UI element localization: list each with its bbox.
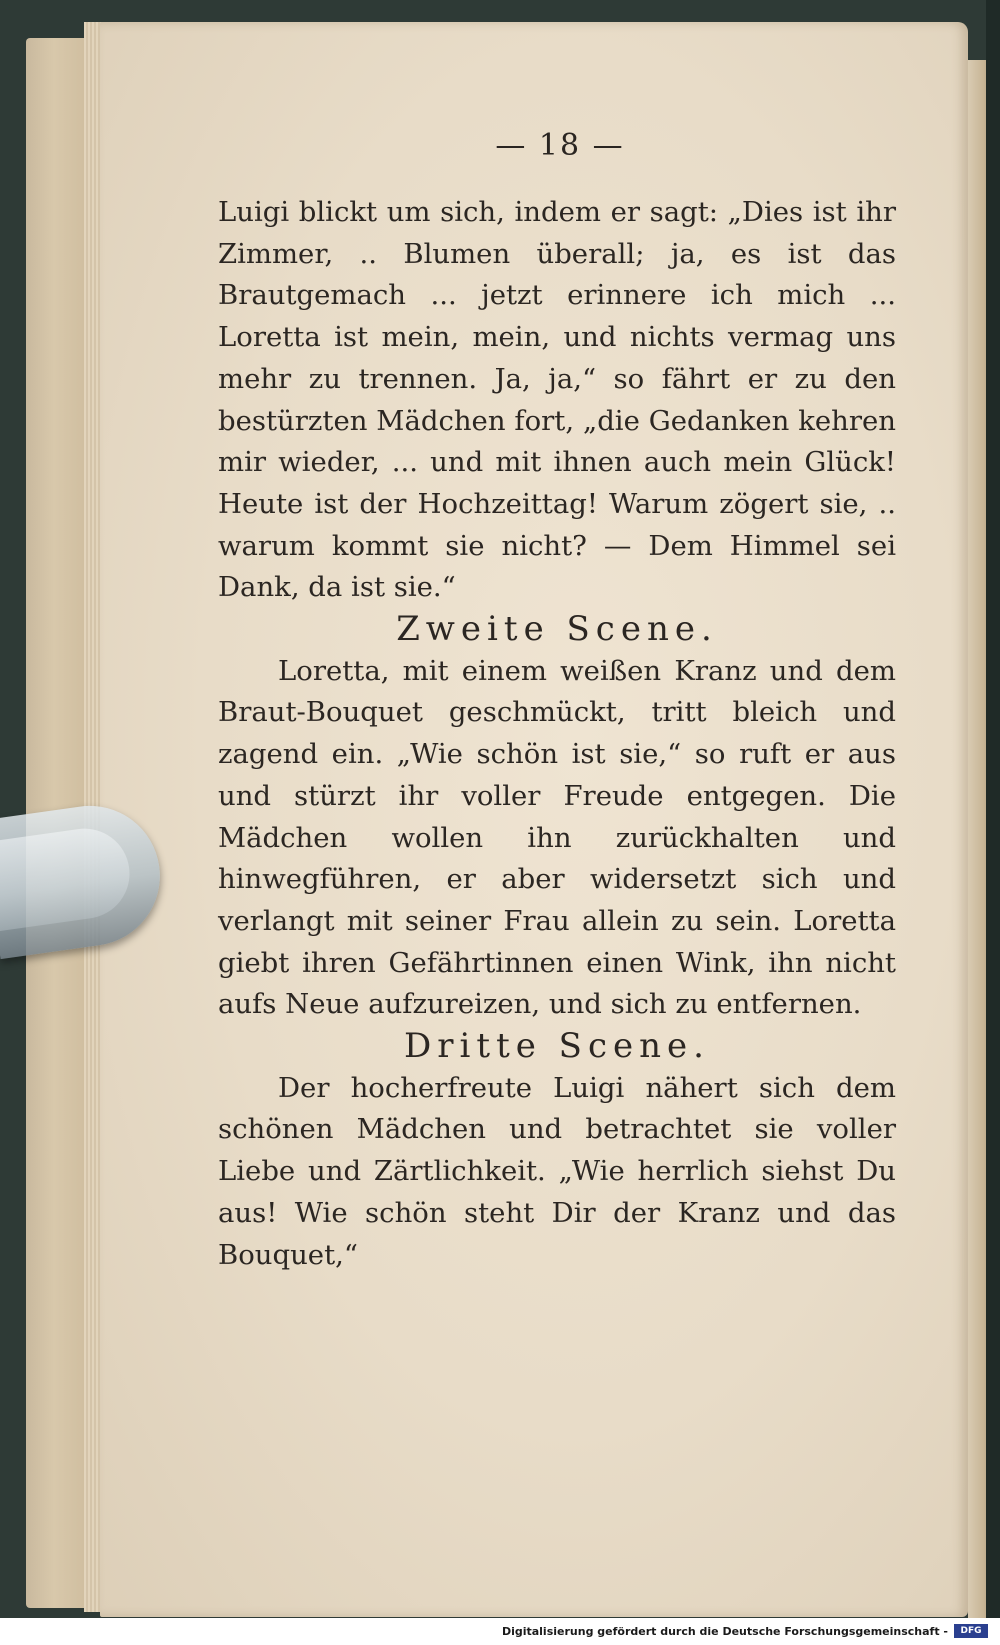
- page-number: — 18 —: [495, 128, 625, 163]
- scene-heading-3: Dritte Scene.: [404, 1026, 710, 1067]
- page-clip-highlight: [0, 823, 135, 932]
- paragraph-3: Der hocherfreute Luigi nähert sich dem schönen Mädchen und betrachtet sie voller Liebe und Zärtlichkeit. „Wie herrlich siehst Du aus! Wie schön steht Dir der Kranz und das Bouquet,“: [218, 1071, 896, 1271]
- paragraph-1: Luigi blickt um sich, indem er sagt: „Dies ist ihr Zimmer, .. Blumen überall; ja, es ist das Brautgemach ... jetzt erinnere ich mich ... Loretta ist mein, mein, und nichts vermag uns mehr zu trennen. Ja, ja,“ so fährt er zu den bestürzten Mädchen fort, „die Gedanken kehren mir wieder, ... und mit ihnen auch mein Glück! Heute ist der Hochzeittag! Warum zögert sie, .. warum kommt sie nicht? — Dem Himmel sei Dank, da ist sie.“: [218, 196, 896, 604]
- page-text: [218, 192, 896, 1276]
- book-binding: [986, 0, 1000, 1645]
- paragraph-2: Loretta, mit einem weißen Kranz und dem Braut-Bouquet geschmückt, tritt bleich und zagend ein. „Wie schön ist sie,“ so ruft er aus und stürzt ihr voller Freude entgegen. Die Mädchen wollen ihn zurückhalten und hinwegführen, er aber widersetzt sich und verlangt mit seiner Frau allein zu sein. Loretta giebt ihren Gefährtinnen einen Wink, ihn nicht aufs Neue aufzureizen, und sich zu entfernen.: [218, 654, 896, 1021]
- dfg-logo: DFG: [954, 1624, 988, 1638]
- digitization-credit: Digitalisierung gefördert durch die Deutsche Forschungsgemeinschaft -: [501, 1625, 948, 1638]
- scene-heading-2: Zweite Scene.: [396, 609, 718, 650]
